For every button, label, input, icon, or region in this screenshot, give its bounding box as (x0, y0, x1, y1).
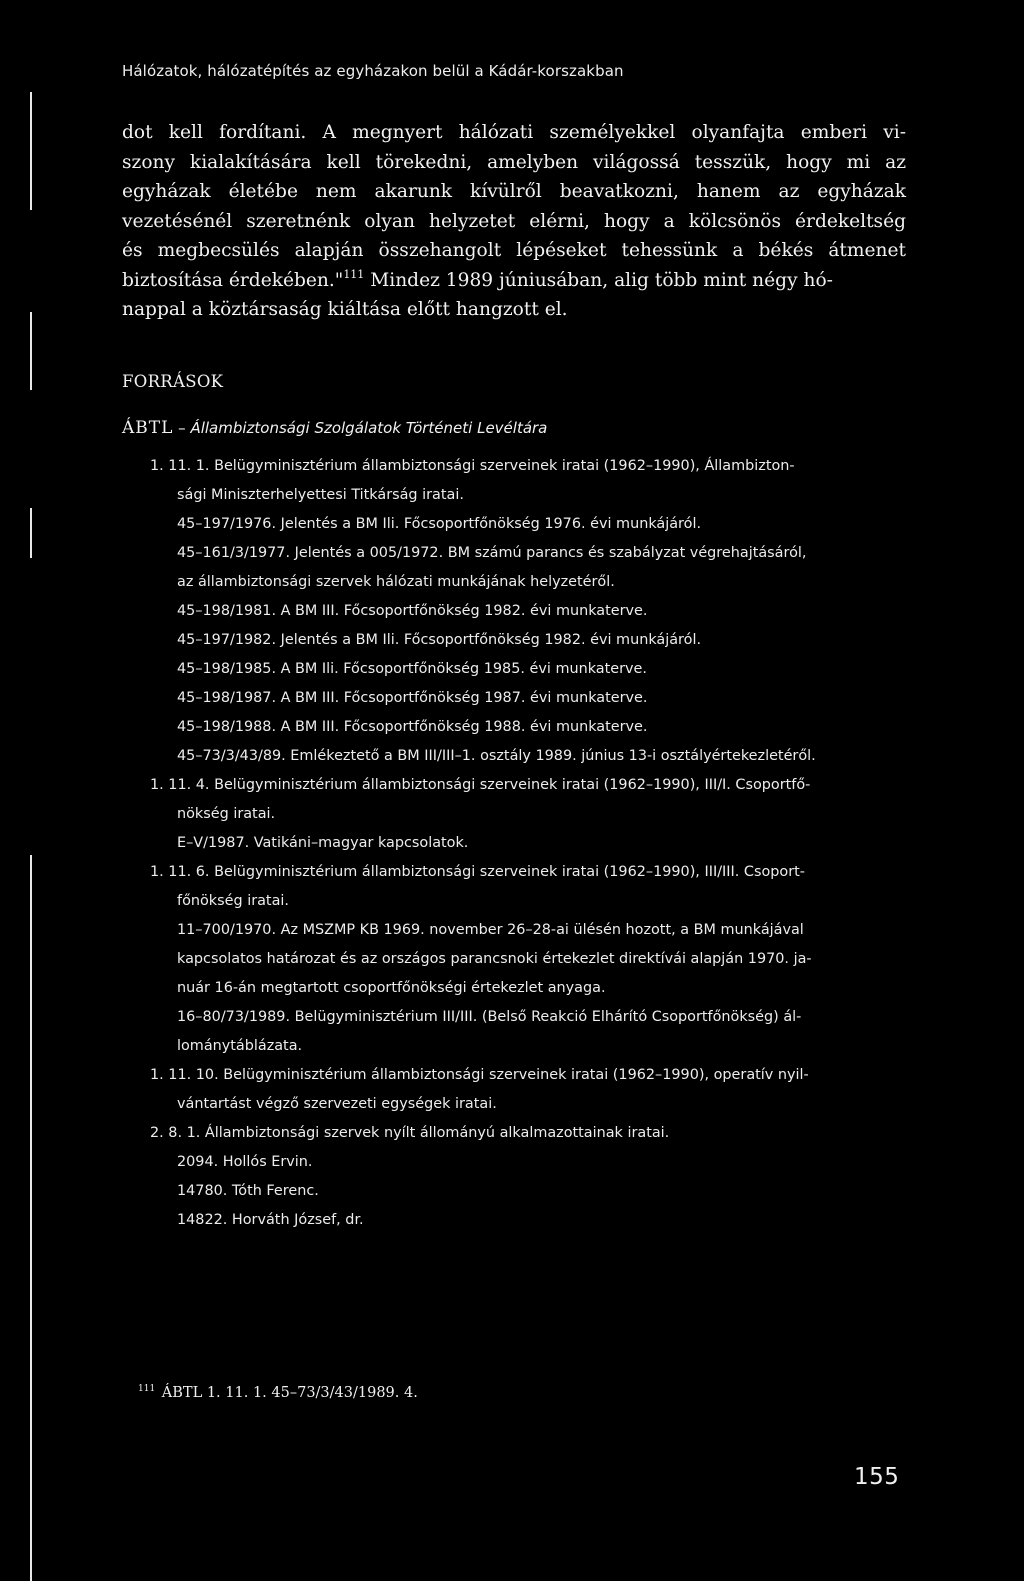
source-fond: 1. 11. 10. Belügyminisztérium állambiztonsági szerveinek iratai (1962–1990), operatív nyil- (150, 1067, 809, 1083)
source-item: 45–198/1988. A BM III. Főcsoportfőnökség 1988. évi munkaterve. (177, 719, 648, 735)
source-item: 45–198/1987. A BM III. Főcsoportfőnökség 1987. évi munkaterve. (177, 690, 648, 706)
footnote-reference: 111 (343, 267, 365, 281)
source-fond: 2. 8. 1. Állambiztonsági szervek nyílt állományú alkalmazottainak iratai. (150, 1125, 670, 1141)
archive-separator: – (173, 419, 191, 437)
body-line: és megbecsülés alapján összehangolt lépéseket tehessünk a békés átmenet (122, 240, 906, 261)
body-line: vezetésénél szeretnénk olyan helyzetet elérni, hogy a kölcsönös érdekeltség (122, 210, 906, 232)
body-line: dot kell fordítani. A megnyert hálózati személyekkel olyanfajta emberi vi- (122, 122, 906, 143)
body-line (122, 266, 906, 296)
source-item: E–V/1987. Vatikáni–magyar kapcsolatok. (177, 835, 469, 851)
source-item-cont: nuár 16-án megtartott csoportfőnökségi értekezlet anyaga. (177, 980, 606, 996)
source-item-cont: kapcsolatos határozat és az országos parancsnoki értekezlet direktívái alapján 1970. ja- (177, 951, 812, 967)
source-fond-cont: sági Miniszterhelyettesi Titkárság iratai. (177, 487, 464, 503)
footnote-number: 111 (138, 1384, 156, 1394)
source-item-cont: lománytáblázata. (177, 1038, 303, 1054)
archive-abbreviation: ÁBTL (122, 418, 174, 438)
body-line: szony kialakítására kell törekedni, amelyben világossá tesszük, hogy mi az (122, 151, 906, 173)
source-fond-cont: főnökség iratai. (177, 893, 289, 909)
source-item-cont: az állambiztonsági szervek hálózati munkájának helyzetéről. (177, 574, 615, 590)
archive-title (122, 418, 547, 438)
source-fond: 1. 11. 6. Belügyminisztérium állambiztonsági szerveinek iratai (1962–1990), III/III. Csoport- (150, 864, 805, 880)
body-line: nappal a köztársaság kiáltása előtt hangzott el. (122, 299, 568, 320)
source-item: 45–73/3/43/89. Emlékeztető a BM III/III–1. osztály 1989. június 13-i osztályértekezletéről. (177, 748, 816, 764)
source-item: 2094. Hollós Ervin. (177, 1154, 313, 1170)
archive-full-name: Állambiztonsági Szolgálatok Történeti Levéltára (190, 419, 548, 437)
margin-scan-mark (30, 92, 32, 210)
footnote-text: ÁBTL 1. 11. 1. 45–73/3/43/1989. 4. (157, 1385, 418, 1401)
section-heading: FORRÁSOK (122, 372, 224, 391)
source-item: 45–161/3/1977. Jelentés a 005/1972. BM számú parancs és szabályzat végrehajtásáról, (177, 545, 807, 561)
margin-scan-mark (30, 508, 32, 558)
source-fond: 1. 11. 1. Belügyminisztérium állambiztonsági szerveinek iratai (1962–1990), Állambizton- (150, 458, 795, 474)
source-item: 11–700/1970. Az MSZMP KB 1969. november 26–28-ai ülésén hozott, a BM munkájával (177, 922, 804, 938)
margin-scan-mark (30, 855, 32, 1581)
body-line-text: biztosítása érdekében." (122, 269, 344, 291)
footnote (138, 1385, 418, 1401)
running-header: Hálózatok, hálózatépítés az egyházakon belül a Kádár-korszakban (122, 62, 624, 80)
source-item: 45–197/1976. Jelentés a BM Ili. Főcsoportfőnökség 1976. évi munkájáról. (177, 516, 702, 532)
source-item: 45–198/1985. A BM Ili. Főcsoportfőnökség 1985. évi munkaterve. (177, 661, 647, 677)
body-paragraph (122, 118, 906, 325)
page-number: 155 (854, 1464, 900, 1490)
source-item: 16–80/73/1989. Belügyminisztérium III/III. (Belső Reakció Elhárító Csoportfőnökség) ál- (177, 1009, 802, 1025)
source-item: 45–198/1981. A BM III. Főcsoportfőnökség 1982. évi munkaterve. (177, 603, 648, 619)
source-item: 14780. Tóth Ferenc. (177, 1183, 319, 1199)
body-line-text: Mindez 1989 júniusában, alig több mint négy hó- (364, 269, 833, 291)
source-fond: 1. 11. 4. Belügyminisztérium állambiztonsági szerveinek iratai (1962–1990), III/I. Csoportfő- (150, 777, 811, 793)
body-line: egyházak életébe nem akarunk kívülről beavatkozni, hanem az egyházak (122, 181, 906, 202)
source-fond-cont: vántartást végző szervezeti egységek iratai. (177, 1096, 497, 1112)
source-item: 45–197/1982. Jelentés a BM Ili. Főcsoportfőnökség 1982. évi munkájáról. (177, 632, 702, 648)
margin-scan-mark (30, 312, 32, 390)
source-fond-cont: nökség iratai. (177, 806, 276, 822)
source-item: 14822. Horváth József, dr. (177, 1212, 364, 1228)
